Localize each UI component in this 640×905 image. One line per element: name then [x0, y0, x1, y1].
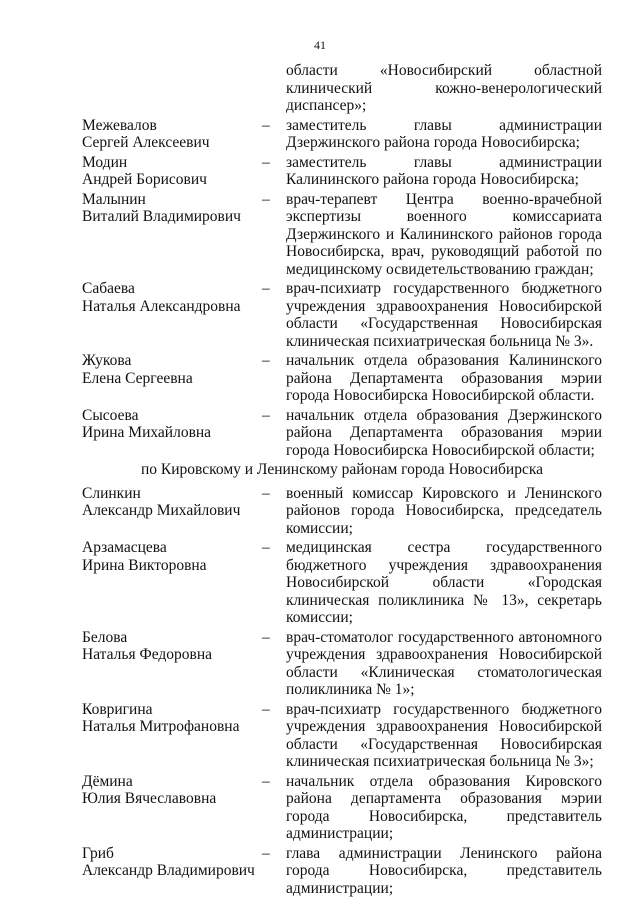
member-given-names: Ирина Викторовна [82, 556, 207, 574]
entries-group-2 [82, 485, 602, 898]
member-given-names: Наталья Александровна [82, 297, 241, 315]
member-surname: Малынин [82, 190, 146, 208]
member-position: заместитель главы администрации Калининского района города Новосибирска; [286, 153, 602, 188]
dash-separator: – [262, 153, 270, 171]
member-name [82, 117, 262, 152]
member-given-names: Александр Владимирович [82, 862, 255, 879]
member-position: врач-стоматолог государственного автономного учреждения здравоохранения Новосибирской области «Клиническая стоматологическая поликлиника № 1»; [286, 628, 602, 698]
member-given-names: Юлия Вячеславовна [82, 790, 217, 807]
entries-group-1 [82, 117, 602, 460]
member-surname: Сысоева [82, 406, 139, 424]
dash-separator: – [262, 280, 270, 297]
member-given-names: Сергей Алексеевич [82, 134, 210, 151]
dash-separator: – [262, 484, 270, 502]
member-position: начальник отдела образования Дзержинского района Департамента образования мэрии города Новосибирска Новосибирской области; [286, 406, 602, 459]
member-name [82, 280, 262, 350]
member-surname: Дёмина [82, 772, 133, 790]
member-name [82, 352, 262, 405]
section-heading: по Кировскому и Ленинскому районам города Новосибирска [140, 461, 544, 478]
member-given-names: Андрей Борисович [82, 171, 207, 188]
commission-list [82, 62, 602, 899]
member-given-names: Виталий Владимирович [82, 208, 241, 225]
member-entry [82, 191, 602, 279]
member-given-names: Ирина Михайловна [82, 424, 212, 441]
continued-description: области «Новосибирский областной клинический кожно-венерологический диспансер»; [286, 62, 602, 114]
member-position: глава администрации Ленинского района города Новосибирска, представитель администрации; [286, 844, 602, 897]
dash-separator: – [262, 539, 270, 556]
dash-separator: – [262, 772, 270, 790]
member-position: начальник отдела образования Кировского района департамента образования мэрии города Новосибирска, представитель администрации; [286, 772, 602, 842]
member-entry [82, 539, 602, 627]
member-name [82, 485, 262, 538]
member-surname: Белова [82, 628, 128, 646]
member-entry [82, 280, 602, 350]
dash-separator: – [262, 116, 270, 134]
member-position: врач-психиатр государственного бюджетного учреждения здравоохранения Новосибирской области «Государственная Новосибирская клиническая психиатрическая больница № 3»; [286, 700, 602, 770]
member-surname: Межевалов [82, 116, 157, 134]
member-surname: Сабаева [82, 280, 135, 297]
member-position: начальник отдела образования Калининского района Департамента образования мэрии города Новосибирска Новосибирской области. [286, 352, 602, 404]
member-name [82, 154, 262, 189]
member-name [82, 773, 262, 843]
member-surname: Слинкин [82, 484, 141, 502]
member-surname: Модин [82, 153, 128, 171]
member-entry [82, 773, 602, 843]
member-entry [82, 701, 602, 771]
dash-separator: – [262, 190, 270, 208]
member-entry [82, 352, 602, 405]
member-position: врач-терапевт Центра военно-врачебной экспертизы военного комиссариата Дзержинского и Калининского районов города Новосибирска, врач, руководящий работой по медицинскому освидетельствованию граждан; [286, 190, 602, 278]
member-position: заместитель главы администрации Дзержинского района города Новосибирска; [286, 116, 602, 151]
member-given-names: Елена Сергеевна [82, 369, 193, 387]
member-name [82, 191, 262, 279]
dash-separator: – [262, 628, 270, 646]
member-surname: Гриб [82, 844, 114, 862]
member-entry [82, 629, 602, 699]
member-surname: Жукова [82, 352, 132, 369]
dash-separator: – [262, 406, 270, 424]
member-name [82, 407, 262, 460]
member-given-names: Наталья Митрофановна [82, 718, 240, 735]
member-position: медицинская сестра государственного бюджетного учреждения здравоохранения Новосибирской области «Городская клиническая поликлиника № 13», секретарь комиссии; [286, 539, 602, 626]
member-entry [82, 845, 602, 898]
member-surname: Арзамасцева [82, 539, 167, 556]
dash-separator: – [262, 844, 270, 862]
member-position: врач-психиатр государственного бюджетного учреждения здравоохранения Новосибирской области «Государственная Новосибирская клиническая психиатрическая больница № 3». [286, 280, 602, 350]
member-entry [82, 407, 602, 460]
member-entry [82, 154, 602, 189]
member-position: военный комиссар Кировского и Ленинского районов города Новосибирска, председатель комиссии; [286, 484, 602, 537]
page-number: 41 [314, 38, 326, 52]
member-given-names: Наталья Федоровна [82, 646, 213, 663]
member-given-names: Александр Михайлович [82, 502, 241, 519]
member-surname: Ковригина [82, 700, 153, 718]
dash-separator: – [262, 352, 270, 369]
dash-separator: – [262, 700, 270, 718]
member-entry [82, 485, 602, 538]
member-entry [82, 117, 602, 152]
member-name [82, 701, 262, 771]
member-name [82, 539, 262, 627]
member-name [82, 845, 262, 898]
member-name [82, 629, 262, 699]
